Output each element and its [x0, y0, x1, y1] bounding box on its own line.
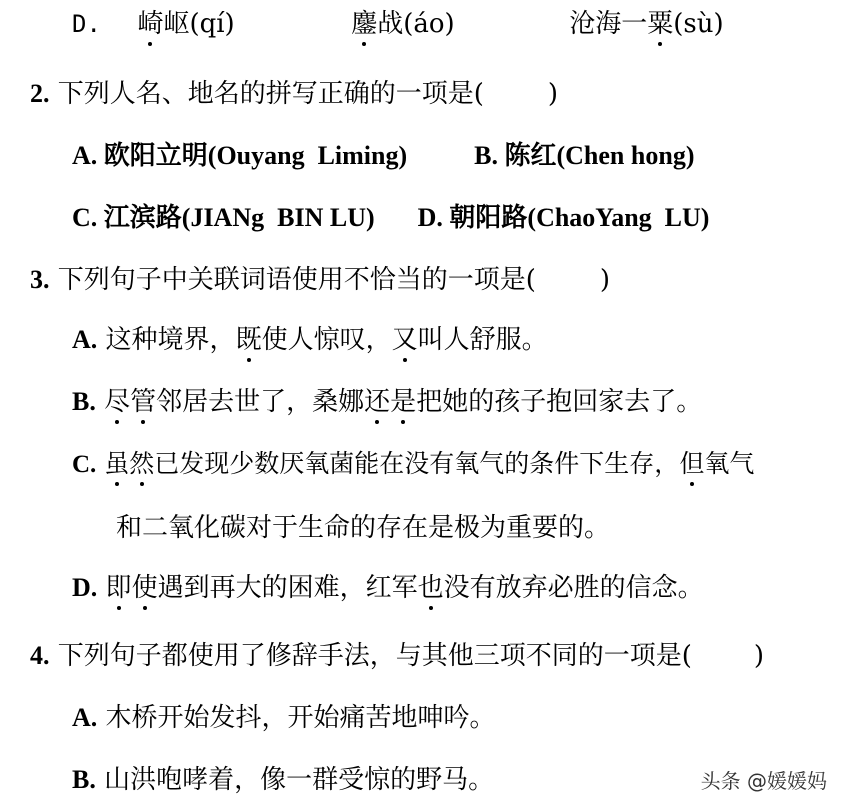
- q3-option-c-label: C.: [72, 451, 97, 478]
- q1-word1-rest: 岖(qí): [163, 9, 235, 39]
- q3-option-b-dotted-2: 管: [130, 387, 157, 417]
- q3-option-c-dotted-3: 但: [679, 449, 705, 478]
- q2-number: 2.: [30, 79, 50, 108]
- q1-word2-rest: 战(áo): [377, 9, 455, 39]
- q3-option-d-label: D.: [72, 573, 98, 602]
- q2-option-a-text: 欧阳立明(Ouyang Liming): [103, 141, 408, 170]
- q3-option-a-text-3: 叫人舒服。: [417, 325, 548, 355]
- q2-options-ab: [72, 140, 694, 172]
- q3-option-c-text-2: 氧气: [704, 449, 755, 478]
- q3-option-b-text-2: 把她的孩子抱回家去了。: [416, 387, 703, 417]
- q3-option-b-label: B.: [72, 387, 96, 416]
- q3-option-c-line2: [116, 512, 610, 544]
- q4-option-a-text: 木桥开始发抖，开始痛苦地呻吟。: [105, 703, 496, 733]
- q3-option-a-dotted-2: 又: [391, 325, 418, 355]
- q4-stem: [30, 640, 764, 672]
- q3-option-a-text-1: 这种境界，: [105, 325, 236, 355]
- q3-option-c-dotted-2: 然: [129, 449, 155, 478]
- q2-stem: [30, 78, 558, 110]
- q3-stem-text: 下列句子中关联词语使用不恰当的一项是(: [57, 265, 536, 295]
- q1-option-d-label: D.: [72, 10, 101, 38]
- q3-stem: [30, 264, 610, 296]
- q4-option-b-text: 山洪咆哮着，像一群受惊的野马。: [104, 765, 495, 795]
- q3-option-d-dotted-1: 即: [105, 573, 132, 603]
- q2-option-d-text: 朝阳路(ChaoYang LU): [449, 203, 710, 232]
- q3-option-b-dotted-1: 尽: [104, 387, 131, 417]
- q4-option-b-label: B.: [72, 765, 96, 794]
- q3-option-c: [72, 448, 754, 481]
- q2-stem-close: ): [547, 79, 559, 109]
- q3-option-c-text-1: 已发现少数厌氧菌能在没有氧气的条件下生存，: [154, 449, 680, 478]
- q3-option-b-dotted-3: 还: [364, 387, 391, 417]
- q3-option-b-dotted-4: 是: [390, 387, 417, 417]
- q3-option-a: [72, 324, 548, 356]
- q2-option-c-label: C.: [72, 203, 98, 232]
- q4-option-b: [72, 764, 494, 796]
- q1-word3-rest: (sù): [673, 9, 724, 39]
- q3-stem-close: ): [599, 265, 611, 295]
- q2-option-d-label: D.: [417, 203, 443, 232]
- q4-number: 4.: [30, 641, 50, 670]
- q1-option-d-row: [72, 8, 724, 40]
- q3-option-a-dotted-1: 既: [235, 325, 262, 355]
- q3-option-b: [72, 386, 702, 418]
- q3-option-c-dotted-1: 虽: [104, 449, 130, 478]
- watermark: 头条 @媛媛妈: [700, 769, 827, 793]
- q3-option-a-text-2: 使人惊叹，: [261, 325, 392, 355]
- q2-option-c-text: 江滨路(JIANg BIN LU): [103, 203, 375, 232]
- q1-word3-pre: 沧海一: [569, 9, 648, 39]
- q4-stem-close: ): [753, 641, 765, 671]
- q3-option-c-text-3: 和二氧化碳对于生命的存在是极为重要的。: [116, 513, 611, 543]
- q3-option-d-text-2: 没有放弃必胜的信念。: [443, 573, 704, 603]
- q1-word3-dotted: 粟: [647, 9, 674, 39]
- q3-option-d-text-1: 遇到再大的困难，红军: [157, 573, 418, 603]
- q4-option-a: [72, 702, 496, 734]
- q3-option-a-label: A.: [72, 325, 98, 354]
- q4-option-a-label: A.: [72, 703, 98, 732]
- q4-stem-text: 下列句子都使用了修辞手法，与其他三项不同的一项是(: [57, 641, 692, 671]
- q2-stem-text: 下列人名、地名的拼写正确的一项是(: [57, 79, 484, 109]
- q1-word2-dotted: 鏖: [351, 9, 378, 39]
- q3-option-b-text-1: 邻居去世了，桑娜: [156, 387, 365, 417]
- q2-option-b-text: 陈红(Chen hong): [504, 141, 695, 170]
- q2-option-a-label: A.: [72, 141, 98, 170]
- q3-option-d-dotted-2: 使: [131, 573, 158, 603]
- q3-number: 3.: [30, 265, 50, 294]
- q3-option-d: [72, 572, 704, 604]
- q2-option-b-label: B.: [474, 141, 498, 170]
- q1-word1-dotted: 崎: [137, 9, 164, 39]
- q3-option-d-dotted-3: 也: [417, 573, 444, 603]
- q2-options-cd: [72, 202, 709, 234]
